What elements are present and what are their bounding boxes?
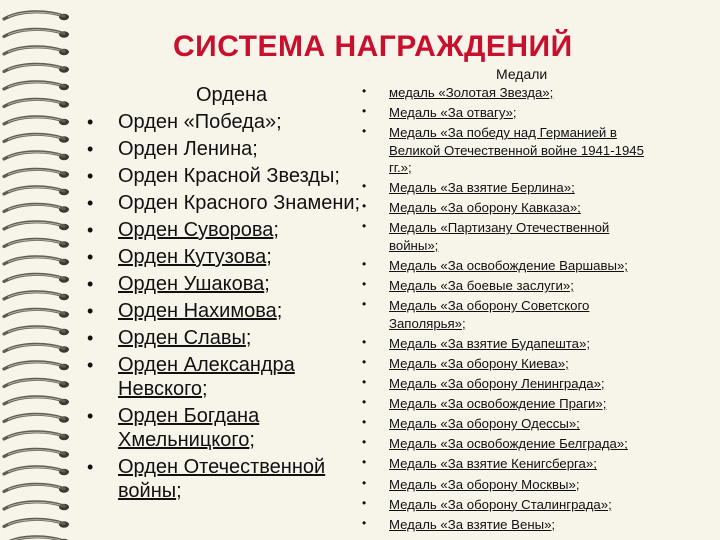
order-name: Орден Славы (118, 327, 246, 349)
order-name: Орден Александра Невского (118, 354, 295, 400)
medal-name: Медаль «За оборону Ленинграда»; (389, 376, 605, 392)
bullet-icon: • (362, 475, 367, 490)
bullet-icon: • (362, 455, 367, 470)
order-text: Орден Красного Знамени; (118, 192, 361, 214)
order-name: Орден Кутузова (118, 246, 267, 268)
medal-name: Медаль «За взятие Будапешта»; (389, 335, 591, 351)
bullet-icon: • (362, 495, 367, 510)
order-item (85, 245, 375, 269)
order-item (85, 191, 375, 215)
notebook-binding-decoration (0, 0, 80, 540)
medal-name: Медаль «За оборону Сталинграда»; (389, 496, 612, 512)
bullet-icon: • (362, 297, 367, 312)
bullet-icon: • (362, 277, 367, 292)
medal-item (360, 415, 660, 433)
medal-item (360, 516, 660, 534)
medal-item (360, 476, 660, 494)
medal-item (360, 199, 660, 217)
medal-name: Медаль «За освобождение Белграда»; (389, 436, 628, 452)
order-item (85, 455, 375, 503)
medal-item (360, 375, 660, 393)
bullet-icon: • (362, 104, 367, 119)
bullet-icon: • (362, 415, 367, 430)
page-title: СИСТЕМА НАГРАЖДЕНИЙ (173, 30, 573, 63)
medal-name: Медаль «За оборону Москвы»; (389, 476, 580, 492)
medal-name: Медаль «За освобождение Праги»; (389, 396, 607, 412)
medal-item (360, 84, 660, 102)
orders-heading: Ордена (196, 84, 268, 106)
bullet-icon: • (87, 355, 94, 375)
medal-item (360, 124, 660, 177)
order-name: Орден Отечественной войны (118, 456, 326, 502)
medal-name: медаль «Золотая Звезда»; (389, 85, 554, 100)
order-name: Орден Нахимова (118, 300, 277, 322)
bullet-icon: • (362, 84, 367, 98)
order-item (85, 326, 375, 350)
medal-item (360, 395, 660, 413)
order-text: ; (273, 219, 279, 241)
medal-item (360, 355, 660, 373)
bullet-icon: • (87, 247, 94, 267)
bullet-icon: • (362, 515, 367, 530)
bullet-icon: • (362, 354, 367, 369)
order-text: ; (202, 378, 208, 400)
bullet-icon: • (362, 219, 367, 234)
medal-item (360, 179, 660, 197)
medal-item (360, 455, 660, 473)
order-item (85, 137, 375, 161)
medal-item (360, 257, 660, 275)
order-name: Орден Богдана Хмельницкого (118, 405, 260, 451)
medal-item (360, 277, 660, 295)
medal-name: Медаль «За оборону Одессы»; (389, 416, 580, 432)
medal-name: Медаль «За взятие Вены»; (389, 516, 556, 532)
order-text: Орден Ленина; (118, 138, 258, 160)
order-text: ; (245, 327, 252, 349)
medal-name: Медаль «За оборону Киева»; (389, 355, 569, 371)
order-item (85, 164, 375, 188)
order-text: ; (176, 480, 182, 502)
bullet-icon: • (87, 328, 94, 348)
medal-item (360, 104, 660, 122)
order-item (85, 110, 375, 134)
order-item (85, 272, 375, 296)
medal-item (360, 435, 660, 453)
medal-name: Медаль «За взятие Кенигсберга»; (389, 456, 597, 472)
medal-item (360, 297, 660, 332)
order-name: Орден Ушакова (118, 273, 265, 295)
medal-name: Медаль «За отвагу»; (389, 105, 517, 121)
medals-heading: Медали (496, 66, 548, 82)
bullet-icon: • (87, 112, 94, 132)
order-item (85, 353, 375, 401)
medal-name: Медаль «За оборону Кавказа»; (389, 200, 581, 216)
medal-item (360, 496, 660, 514)
bullet-icon: • (362, 375, 367, 390)
medal-name: Медаль «За боевые заслуги»; (389, 278, 574, 294)
bullet-icon: • (362, 334, 367, 349)
bullet-icon: • (87, 166, 94, 186)
order-item (85, 299, 375, 323)
order-text: ; (266, 246, 272, 268)
order-text: ; (264, 273, 270, 295)
bullet-icon: • (87, 301, 94, 321)
bullet-icon: • (87, 193, 94, 213)
order-name: Орден Суворова (118, 219, 274, 241)
bullet-icon: • (87, 220, 94, 240)
order-text: ; (276, 300, 283, 322)
medal-name: Медаль «За взятие Берлина»; (389, 180, 575, 196)
order-text: ; (249, 429, 255, 451)
bullet-icon: • (87, 139, 94, 159)
bullet-icon: • (362, 435, 367, 450)
medal-item (360, 219, 660, 254)
medal-name: Медаль «За победу над Германией в Великой Отечественной войне 1941-1945 гг.»; (389, 125, 644, 176)
bullet-icon: • (87, 406, 94, 426)
order-item (85, 218, 375, 242)
medal-name: Медаль «За оборону Советского Заполярья»; (389, 298, 590, 331)
medals-list (360, 84, 660, 536)
order-text: Орден Красной Звезды; (118, 165, 340, 187)
bullet-icon: • (362, 257, 367, 272)
medal-name: Медаль «Партизану Отечественной войны»; (389, 220, 610, 253)
medal-name: Медаль «За освобождение Варшавы»; (389, 258, 628, 274)
bullet-icon: • (362, 124, 367, 139)
order-text: Орден «Победа»; (118, 111, 282, 133)
order-item (85, 404, 375, 452)
bullet-icon: • (87, 274, 94, 294)
orders-list (85, 110, 375, 506)
bullet-icon: • (362, 395, 367, 410)
bullet-icon: • (362, 199, 367, 214)
medal-item (360, 335, 660, 353)
bullet-icon: • (362, 179, 367, 194)
bullet-icon: • (87, 457, 94, 477)
